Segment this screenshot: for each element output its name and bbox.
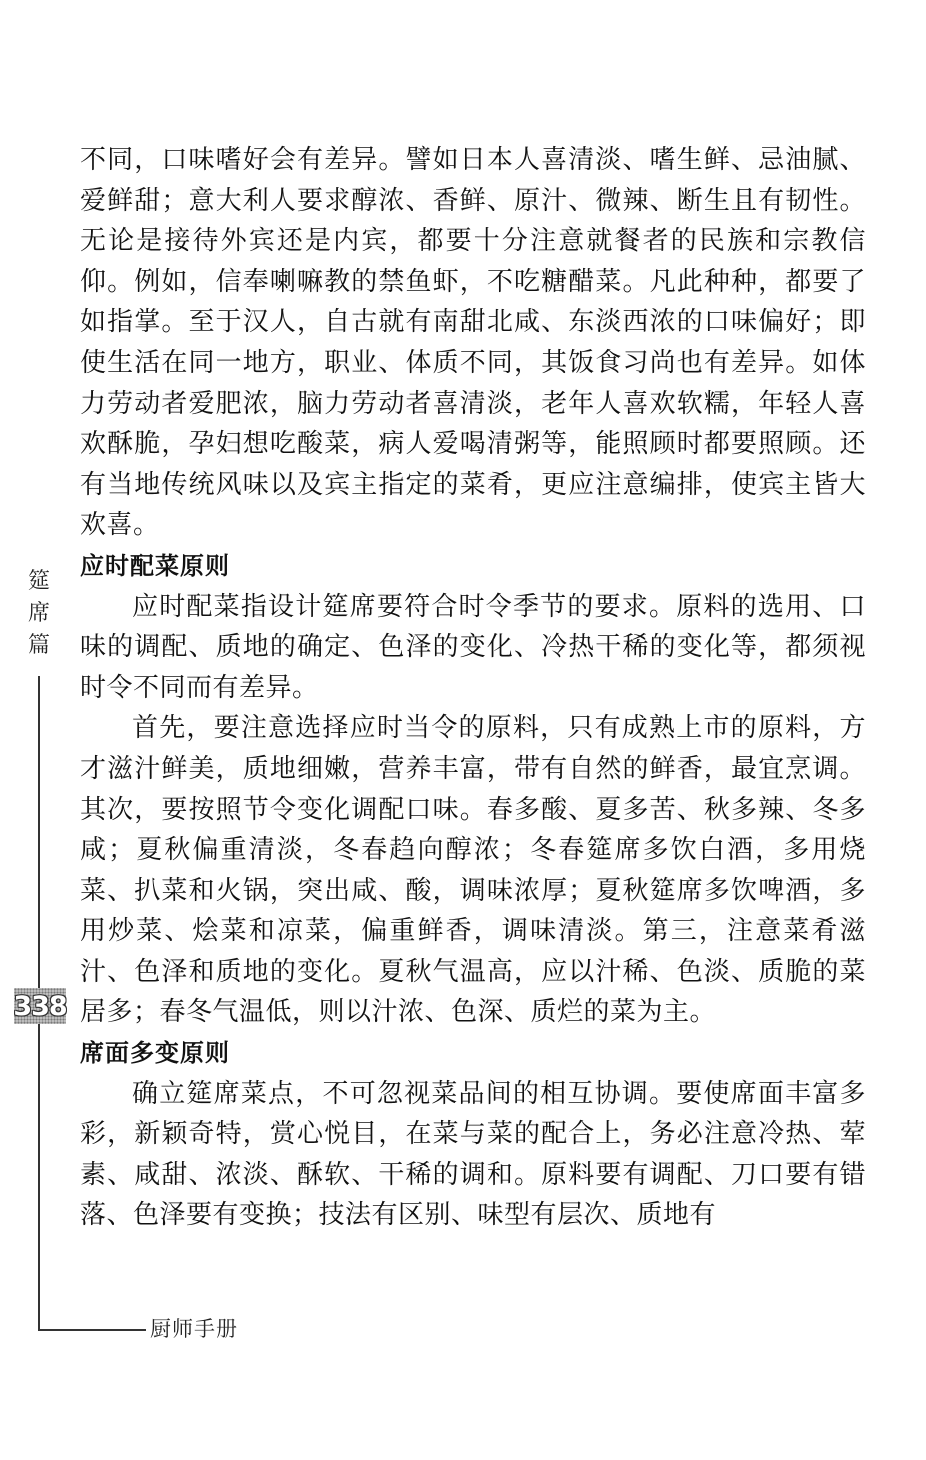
paragraph-dietary-preferences: 不同，口味嗜好会有差异。譬如日本人喜清淡、嗜生鲜、忌油腻、爱鲜甜；意大利人要求醇浓、香鲜、原汁、微辣、断生且有韧性。无论是接待外宾还是内宾，都要十分注意就餐者的民族和宗教信仰。例如，信奉喇嘛教的禁鱼虾，不吃糖醋菜。凡此种种，都要了如指掌。至于汉人，自古就有南甜北咸、东淡西浓的口味偏好；即使生活在同一地方，职业、体质不同，其饭食习尚也有差异。如体力劳动者爱肥浓，脑力劳动者喜清淡，老年人喜欢软糯，年轻人喜欢酥脆，孕妇想吃酸菜，病人爱喝清粥等，能照顾时都要照顾。还有当地传统风味以及宾主指定的菜肴，更应注意编排，使宾主皆大欢喜。 <box>80 145 866 541</box>
page-number: 338 <box>13 990 67 1022</box>
footer-horizontal-rule <box>38 1329 146 1331</box>
heading-seasonal-principle: 应时配菜原则 <box>80 551 230 580</box>
section-label <box>26 566 52 662</box>
page-number-badge <box>14 988 66 1024</box>
section-label-char: 筵 <box>27 569 50 594</box>
main-text-column <box>80 140 866 1236</box>
paragraph-seasonal-definition: 应时配菜指设计筵席要符合时令季节的要求。原料的选用、口味的调配、质地的确定、色泽的变化、冷热干稀的变化等，都须视时令不同而有差异。 <box>80 591 866 703</box>
section-label-char: 篇 <box>27 633 50 658</box>
paragraph-seasonal-details: 首先，要注意选择应时当令的原料，只有成熟上市的原料，方才滋汁鲜美，质地细嫩，营养丰富，带有自然的鲜香，最宜烹调。其次，要按照节令变化调配口味。春多酸、夏多苦、秋多辣、冬多咸；夏秋偏重清淡，冬春趋向醇浓；冬春筵席多饮白酒，多用烧菜、扒菜和火锅，突出咸、酸，调味浓厚；夏秋筵席多饮啤酒，多用炒菜、烩菜和凉菜，偏重鲜香，调味清淡。第三，注意菜肴滋汁、色泽和质地的变化。夏秋气温高，应以汁稀、色淡、质脆的菜居多；春冬气温低，则以汁浓、色深、质烂的菜为主。 <box>80 713 866 1028</box>
heading-variety-principle: 席面多变原则 <box>80 1039 230 1068</box>
paragraph-variety-details: 确立筵席菜点，不可忽视菜品间的相互协调。要使席面丰富多彩，新颖奇特，赏心悦目，在菜与菜的配合上，务必注意冷热、荤素、咸甜、浓淡、酥软、干稀的调和。原料要有调配、刀口要有错落、色泽要有变换；技法有区别、味型有层次、质地有 <box>80 1078 866 1231</box>
footer-book-title: 厨师手册 <box>150 1317 238 1341</box>
section-label-char: 席 <box>27 601 50 626</box>
